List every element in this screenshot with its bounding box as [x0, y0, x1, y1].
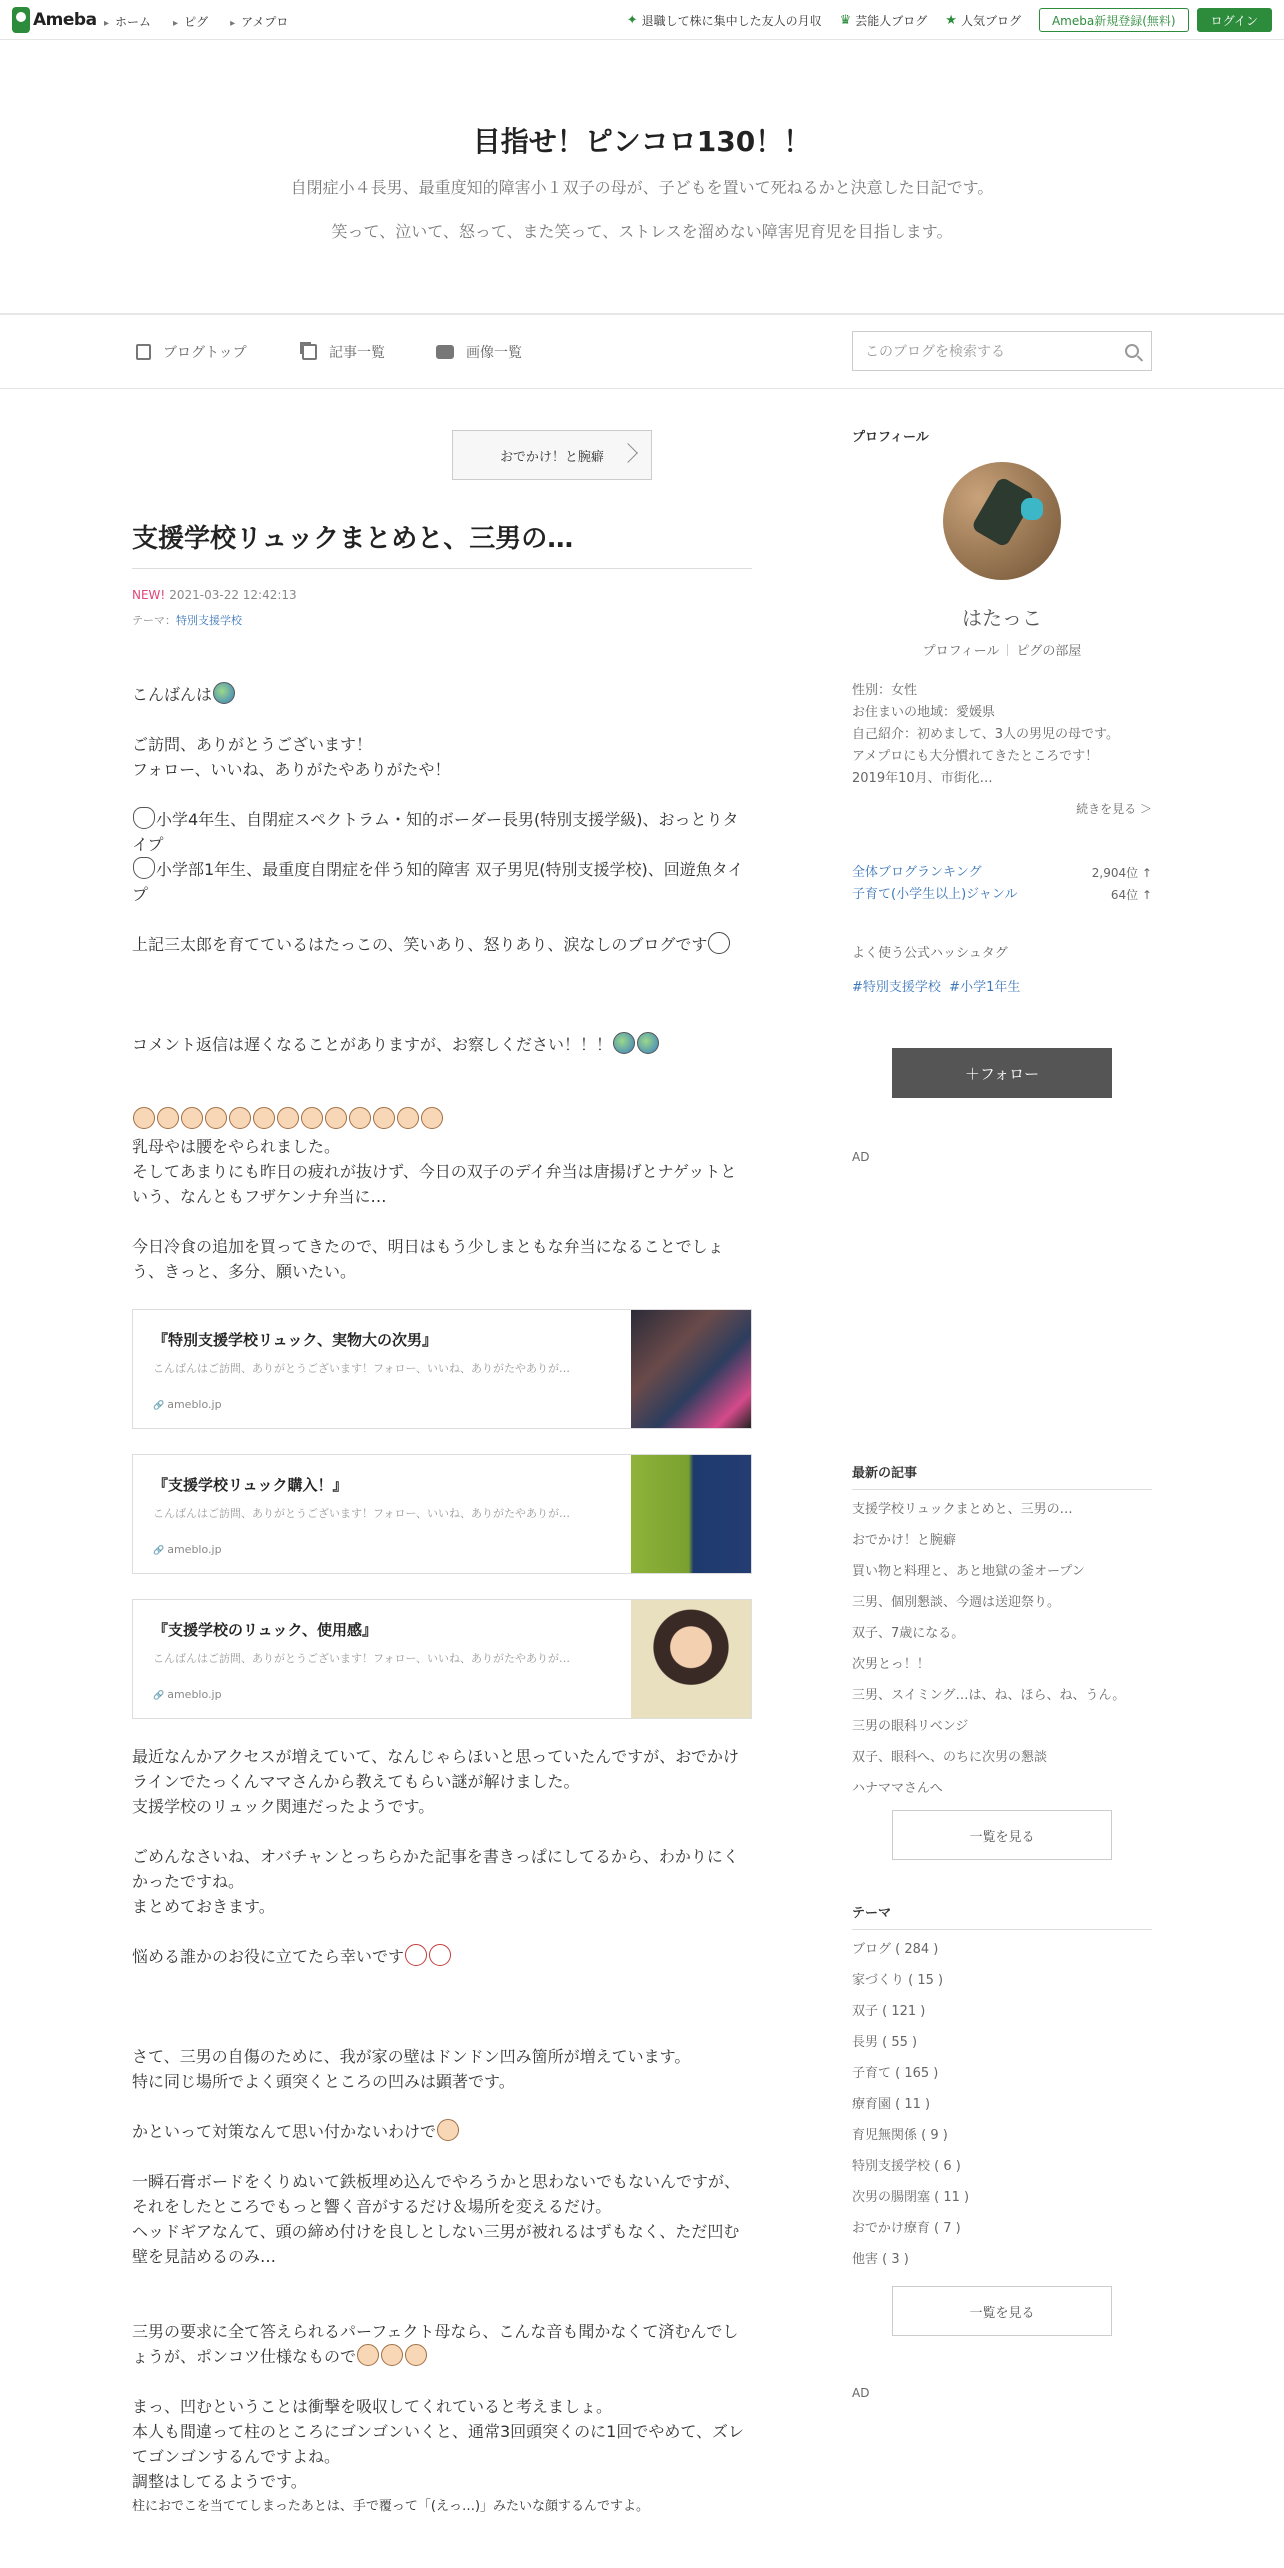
ameba-logo[interactable] — [12, 7, 97, 33]
link-card-desc: こんばんはご訪問、ありがとうございます！フォロー、いいね、ありがたやありが… — [153, 1362, 571, 1375]
popular-blog-label: 人気ブログ — [960, 13, 1021, 28]
headgear-text: ヘッドギアなんて、頭の締め付けを良しとしない三男が被れるはずもなく、ただ凹む壁を見詰めるのみ… — [132, 2222, 740, 2266]
link-card-title: 『支援学校リュック購入！』 — [153, 1476, 348, 1494]
theme-label: テーマ： — [132, 614, 176, 627]
adjust-text: 調整はしてるようです。 — [132, 2472, 307, 2491]
recent-article-link[interactable]: 次男とっ！！ — [852, 1657, 930, 1672]
register-button[interactable]: Ameba新規登録(無料) — [1039, 8, 1189, 32]
wall-text: さて、三男の自傷のために、我が家の壁はドンドン凹み箇所が増えています。 — [132, 2047, 691, 2066]
recent-article-link[interactable]: おでかけ！と腕癖 — [852, 1533, 956, 1548]
profile-intro-2: アメプロにも大分慣れてきたところです！ — [852, 749, 1099, 764]
face-emoji-icon — [373, 1107, 395, 1129]
blog-description-line1: 自閉症小４長男、最重度知的障害小１双子の母が、子どもを置いて死ねるかと決意した日記です。 — [290, 178, 994, 197]
spacer — [132, 1082, 752, 1107]
profile-name[interactable]: はたっこ — [962, 606, 1042, 630]
tooth-emoji-icon — [133, 807, 155, 829]
link-card[interactable] — [132, 1454, 752, 1574]
recent-article-link[interactable]: 三男の眼科リベンジ — [852, 1719, 969, 1734]
popular-blog-link[interactable] — [945, 12, 1021, 29]
back-pain-text: 乳母やは腰をやられました。 — [132, 1137, 341, 1156]
link-card-title: 『支援学校のリュック、使用感』 — [153, 1621, 377, 1639]
promo-link[interactable] — [627, 12, 822, 29]
face-emoji-icon — [349, 1107, 371, 1129]
access-text: 最近なんかアクセスが増えていて、なんじゃらほいと思っていたんですが、おでかけラインでたっくんママさんから教えてもらい謎が解けました。 — [132, 1747, 740, 1791]
article-meta — [132, 588, 297, 602]
paragraph — [132, 2319, 752, 2369]
overall-ranking-value: 2,904位 ↑ — [1091, 866, 1152, 880]
image-list-label: 画像一覧 — [466, 345, 522, 361]
profile-intro-3: 2019年10月、市街化… — [852, 771, 993, 786]
link-card-desc: こんばんはご訪問、ありがとうございます！フォロー、いいね、ありがたやありが… — [153, 1507, 571, 1520]
global-right-nav — [627, 8, 1272, 32]
theme-item[interactable]: 療育園 ( 11 ) — [852, 2097, 931, 2112]
profile-location: お住まいの地域：愛媛県 — [852, 705, 996, 720]
paragraph — [132, 2169, 752, 2269]
spacer — [132, 2019, 752, 2044]
paragraph — [132, 1744, 752, 1819]
genre-ranking-link[interactable]: 子育て(小学生以上)ジャンル — [852, 887, 1018, 902]
recent-heading: 最新の記事 — [852, 1462, 1152, 1490]
hashtag-heading: よく使う公式ハッシュタグ — [852, 946, 1008, 961]
image-list-link[interactable] — [436, 342, 522, 362]
overall-ranking-link[interactable]: 全体ブログランキング — [852, 865, 982, 880]
global-header — [0, 0, 1284, 40]
face-emoji-icon — [405, 2344, 427, 2366]
recent-article-link[interactable]: 支援学校リュックまとめと、三男の… — [852, 1502, 1073, 1517]
spacer — [132, 1007, 752, 1032]
paragraph — [132, 2044, 752, 2094]
recent-articles — [852, 1462, 1152, 1804]
ad-label: AD — [852, 1150, 870, 1164]
link-card-thumbnail — [631, 1600, 751, 1718]
earth-emoji-icon — [213, 682, 235, 704]
article-body — [132, 682, 752, 2519]
recent-article-link[interactable]: 双子、7歳になる。 — [852, 1626, 965, 1641]
spacer — [132, 1994, 752, 2019]
face-emoji-icon — [421, 1107, 443, 1129]
paragraph — [132, 807, 752, 907]
paragraph — [132, 2394, 752, 2519]
sparkle-icon: ✦ — [626, 12, 638, 28]
recent-article-link[interactable]: 双子、眼科へ、のちに次男の懇談 — [852, 1750, 1048, 1765]
avatar[interactable] — [943, 462, 1061, 580]
follow-button[interactable]: ＋フォロー — [892, 1048, 1112, 1098]
article-list-label: 記事一覧 — [329, 345, 385, 361]
search-icon[interactable] — [1125, 344, 1139, 358]
blog-top-link[interactable] — [136, 342, 247, 362]
profile-intro: 自己紹介：初めまして、3人の男児の母です。 — [852, 727, 1119, 742]
paragraph — [132, 1134, 752, 1209]
article-date: 2021-03-22 12:42:13 — [169, 588, 297, 602]
title-divider — [132, 568, 752, 569]
paragraph — [132, 1944, 752, 1969]
profile-info — [852, 680, 1152, 790]
wall-dent-text: 特に同じ場所でよく頭突くところの凹みは顕著です。 — [132, 2072, 515, 2091]
document-icon — [136, 344, 151, 360]
blush-emoji-icon — [429, 1944, 451, 1966]
blog-header — [0, 40, 1284, 314]
blog-top-label: ブログトップ — [163, 345, 247, 361]
recent-article-link[interactable]: 買い物と料理と、あと地獄の釜オープン — [852, 1564, 1085, 1579]
paragraph — [132, 1844, 752, 1919]
link-card-thumbnail — [631, 1310, 751, 1428]
comment-note-text: コメント返信は遅くなることがありますが、お察しください！！！ — [132, 1035, 613, 1054]
chevron-right-icon — [618, 443, 638, 463]
nav-home[interactable]: ▸ ホーム — [104, 13, 151, 30]
prev-article-label: おでかけ！と腕癖 — [500, 449, 604, 465]
pillar-text: 本人も間違って柱のところにゴンゴンいくと、通常3回頭突くのに1回でやめて、ズレてゴンゴンするんですよね。 — [132, 2422, 745, 2466]
child-intro-2 — [132, 857, 752, 907]
theme-list — [852, 1902, 1152, 2275]
genre-ranking-value: 64位 ↑ — [1110, 888, 1152, 902]
blog-search-input[interactable] — [852, 331, 1152, 371]
recent-list-button[interactable]: 一覧を見る — [892, 1810, 1112, 1860]
face-emoji-icon — [253, 1107, 275, 1129]
face-emoji-icon — [277, 1107, 299, 1129]
new-badge: NEW! — [132, 588, 166, 602]
article-title[interactable]: 支援学校リュックまとめと、三男の… — [132, 524, 574, 554]
profile-links — [852, 640, 1152, 659]
child-intro-1-text: 小学4年生、自閉症スペクトラム・知的ボーダー長男(特別支援学級)、おっとりタイプ — [132, 810, 739, 854]
theme-link[interactable]: 特別支援学校 — [176, 614, 242, 627]
follow-thanks-text: フォロー、いいね、ありがたやありがたや！ — [132, 760, 451, 779]
ad-label: AD — [852, 2386, 870, 2400]
hashtag-link[interactable]: #特別支援学校 — [852, 980, 941, 995]
summary-text: まとめておきます。 — [132, 1897, 275, 1916]
face-emoji-icon — [301, 1107, 323, 1129]
absorb-text: まっ、凹むということは衝撃を吸収してくれていると考えましょ。 — [132, 2397, 613, 2416]
link-card-source: 🔗 ameblo.jp — [153, 1682, 222, 1709]
face-emoji-icon — [325, 1107, 347, 1129]
child-intro-1 — [132, 807, 752, 857]
face-emoji-icon — [437, 2119, 459, 2141]
face-emoji-icon — [357, 2344, 379, 2366]
helpful-text: 悩める誰かのお役に立てたら幸いです — [132, 1947, 405, 1966]
profile-gender: 性別：女性 — [852, 683, 918, 698]
read-more-link[interactable]: 続きを見る ＞ — [1076, 802, 1152, 816]
link-card[interactable] — [132, 1599, 752, 1719]
grin-emoji-icon — [708, 932, 730, 954]
theme-item[interactable]: おでかけ療育 ( 7 ) — [852, 2221, 961, 2236]
profile-link[interactable]: プロフィール — [922, 644, 1000, 659]
perfect-mom-text: 三男の要求に全て答えられるパーフェクト母なら、こんな音も聞かなくて済むんでしょうが、ポンコツ仕様なもので — [132, 2322, 739, 2366]
spacer — [132, 2294, 752, 2319]
blog-intro-text: 上記三太郎を育てているはたっこの、笑いあり、怒りあり、涙なしのブログです — [132, 935, 708, 954]
tooth-emoji-icon — [133, 857, 155, 879]
paragraph — [132, 1234, 752, 1284]
paragraph — [132, 732, 752, 782]
theme-item[interactable]: 家づくり ( 15 ) — [852, 1973, 944, 1988]
global-nav — [104, 13, 288, 30]
recent-article-link[interactable]: 三男、個別懇談、今週は送迎祭り。 — [852, 1595, 1061, 1610]
login-button[interactable]: ログイン — [1197, 8, 1272, 32]
spacer — [132, 982, 752, 1007]
crown-icon: ♛ — [839, 12, 852, 28]
theme-item[interactable]: ブログ ( 284 ) — [852, 1942, 939, 1957]
frozen-food-text: 今日冷食の追加を買ってきたので、明日はもう少しまともな弁当になることでしょう、きっと、多分、願いたい。 — [132, 1237, 724, 1281]
theme-item[interactable]: 特別支援学校 ( 6 ) — [852, 2159, 961, 2174]
celebrity-blog-link[interactable] — [840, 12, 928, 29]
theme-item[interactable]: 長男 ( 55 ) — [852, 2035, 918, 2050]
forehead-text: 柱におでこを当ててしまったあとは、手で覆って「(えっ…)」みたいな顔するんですよ。 — [132, 2499, 650, 2514]
face-emoji-icon — [133, 1107, 155, 1129]
link-card-thumbnail — [631, 1455, 751, 1573]
greeting-text: こんばんは — [132, 685, 213, 704]
ranking — [852, 862, 1152, 906]
copy-icon — [302, 344, 317, 360]
blog-description-line2: 笑って、泣いて、怒って、また笑って、ストレスを溜めない障害児育児を目指します。 — [331, 222, 953, 241]
hashtag-list — [852, 976, 1020, 995]
camera-icon — [436, 345, 454, 359]
ranking-row — [852, 862, 1152, 884]
paragraph — [132, 682, 752, 707]
earth-emoji-icon — [637, 1032, 659, 1054]
emoji-row — [132, 1107, 752, 1132]
star-icon: ★ — [945, 12, 957, 28]
separator — [1007, 644, 1008, 656]
celebrity-blog-label: 芸能人ブログ — [855, 13, 928, 28]
face-emoji-icon — [381, 2344, 403, 2366]
theme-item[interactable]: 子育て ( 165 ) — [852, 2066, 939, 2081]
theme-item[interactable]: 双子 ( 121 ) — [852, 2004, 926, 2019]
face-emoji-icon — [181, 1107, 203, 1129]
prev-article-button[interactable] — [452, 430, 652, 480]
promo-link-label: 退職して株に集中した友人の月収 — [641, 13, 822, 28]
nav-amepro[interactable]: ▸ アメプロ — [230, 13, 288, 30]
article-theme — [132, 612, 242, 628]
earth-emoji-icon — [613, 1032, 635, 1054]
link-card[interactable] — [132, 1309, 752, 1429]
face-emoji-icon — [397, 1107, 419, 1129]
recent-article-link[interactable]: ハナママさんへ — [852, 1781, 943, 1796]
face-emoji-icon — [205, 1107, 227, 1129]
plasterboard-text: 一瞬石膏ボードをくりぬいて鉄板埋め込んでやろうかと思わないでもないんですが、それをしたところでもっと響く音がするだけ＆場所を変えるだけ。 — [132, 2172, 741, 2216]
paragraph — [132, 932, 752, 957]
ranking-row — [852, 884, 1152, 906]
link-card-desc: こんばんはご訪問、ありがとうございます！フォロー、いいね、ありがたやありが… — [153, 1652, 571, 1665]
profile-heading: プロフィール — [852, 430, 929, 445]
link-card-source: 🔗 ameblo.jp — [153, 1392, 222, 1419]
backpack-related-text: 支援学校のリュック関連だったようです。 — [132, 1797, 435, 1816]
nav-pig[interactable]: ▸ ピグ — [173, 13, 208, 30]
blog-title[interactable]: 目指せ！ピンコロ130！！ — [472, 125, 812, 158]
no-idea-text: かといって対策なんて思い付かないわけで — [132, 2122, 437, 2141]
logo-text: Ameba — [33, 10, 97, 30]
link-card-source: 🔗 ameblo.jp — [153, 1537, 222, 1564]
face-emoji-icon — [157, 1107, 179, 1129]
link-card-title: 『特別支援学校リュック、実物大の次男』 — [153, 1331, 437, 1349]
search-placeholder: このブログを検索する — [865, 344, 1005, 360]
thanks-text: ご訪問、ありがとうございます！ — [132, 735, 373, 754]
apology-text: ごめんなさいね、オバチャンとっちらかた記事を書きっぱにしてるから、わかりにくかったですね。 — [132, 1847, 739, 1891]
face-emoji-icon — [229, 1107, 251, 1129]
theme-item[interactable]: 他害 ( 3 ) — [852, 2252, 909, 2267]
theme-item[interactable]: 次男の腸閉塞 ( 11 ) — [852, 2190, 970, 2205]
hashtag-link[interactable]: #小学1年生 — [949, 980, 1021, 995]
article-list-link[interactable] — [302, 342, 385, 362]
ameba-logo-icon — [12, 7, 30, 33]
child-intro-2-text: 小学部1年生、最重度自閉症を伴う知的障害 双子男児(特別支援学校)、回遊魚タイプ — [132, 860, 744, 904]
theme-list-button[interactable]: 一覧を見る — [892, 2286, 1112, 2336]
paragraph — [132, 2119, 752, 2144]
theme-heading: テーマ — [852, 1902, 1152, 1930]
pig-room-link[interactable]: ピグの部屋 — [1016, 644, 1082, 659]
blush-emoji-icon — [405, 1944, 427, 1966]
paragraph — [132, 1032, 752, 1057]
theme-item[interactable]: 育児無関係 ( 9 ) — [852, 2128, 948, 2143]
lunch-text: そしてあまりにも昨日の疲れが抜けず、今日の双子のデイ弁当は唐揚げとナゲットという、なんともフザケンナ弁当に… — [132, 1162, 737, 1206]
blog-description — [0, 166, 1284, 254]
blog-subnav — [0, 315, 1284, 389]
recent-article-link[interactable]: 三男、スイミング…は、ね、ほら、ね、うん。 — [852, 1688, 1126, 1703]
